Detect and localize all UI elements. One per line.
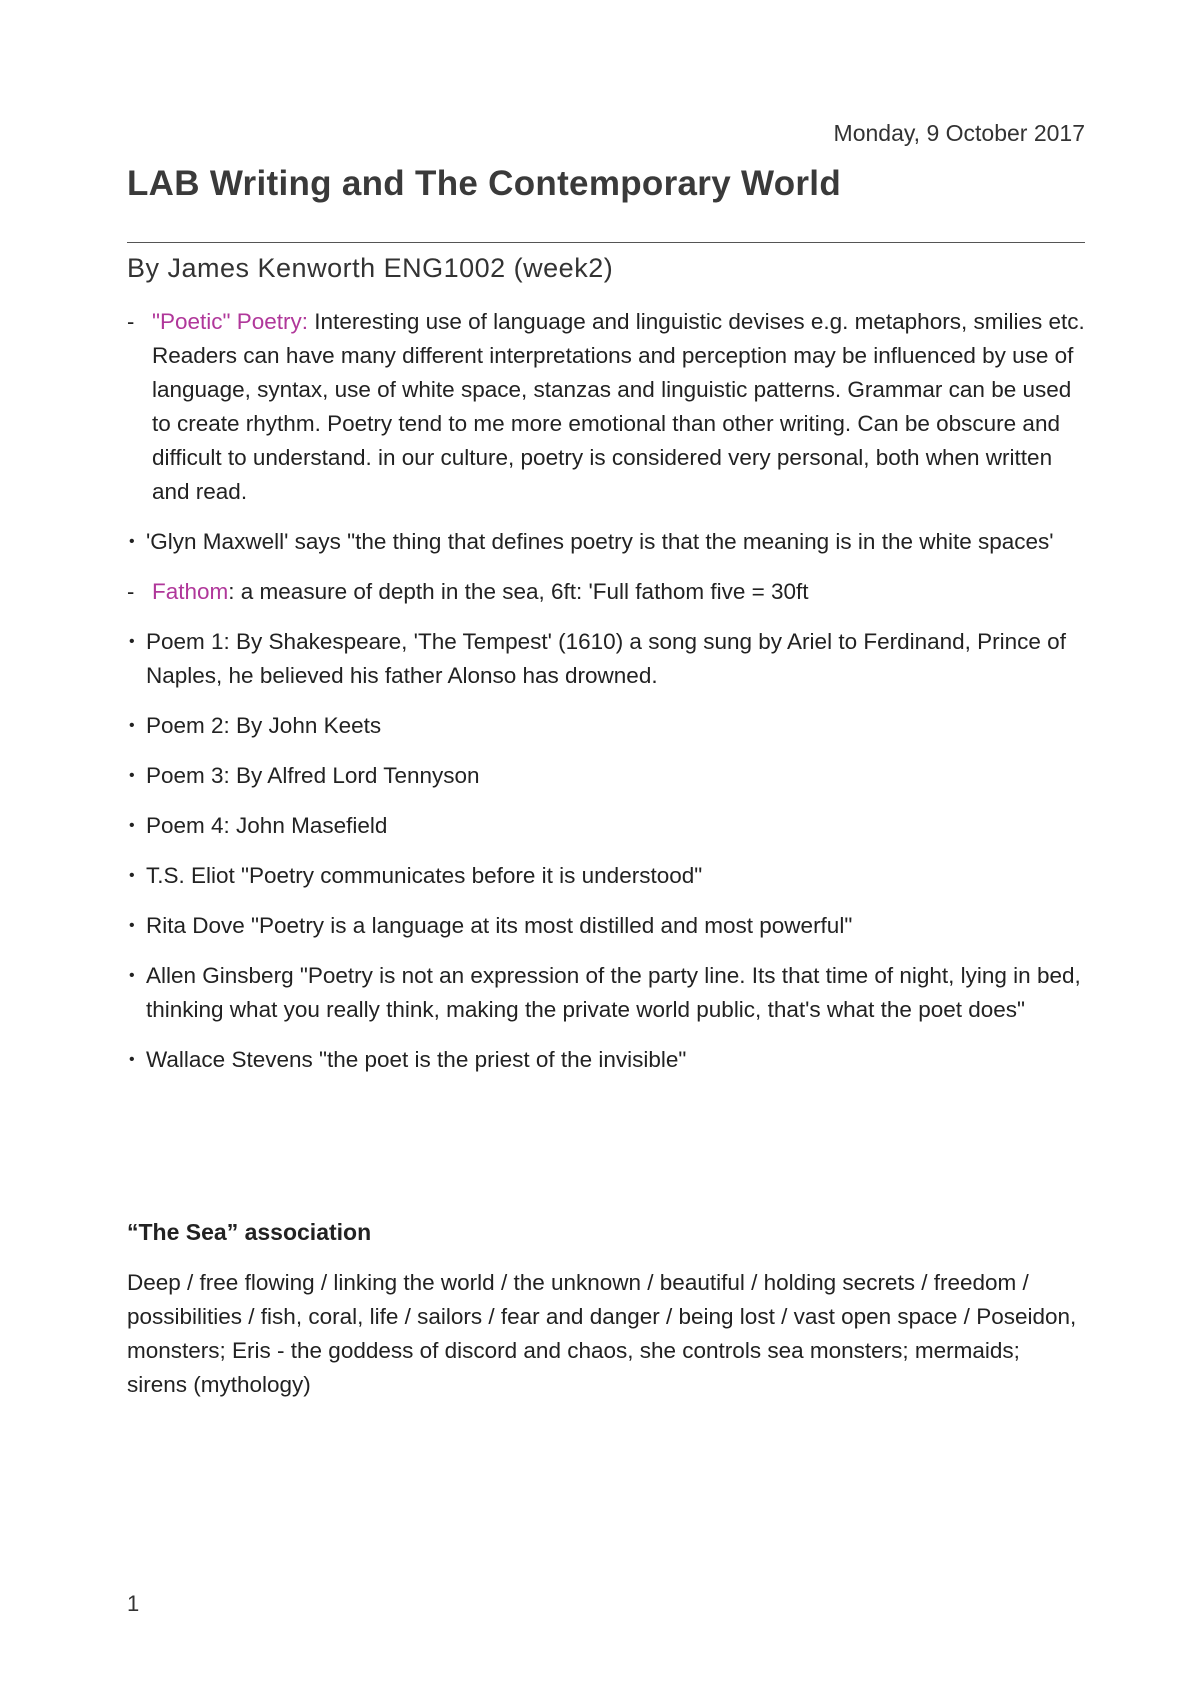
- list-item: [127, 709, 1085, 743]
- bullet-marker: •: [129, 917, 135, 934]
- list-item: [127, 525, 1085, 559]
- dash-marker: -: [127, 309, 135, 334]
- bullet-marker: •: [129, 767, 135, 784]
- term-label: "Poetic" Poetry:: [152, 309, 315, 334]
- document-subtitle: By James Kenworth ENG1002 (week2): [127, 253, 614, 283]
- list-item-text: Poem 1: By Shakespeare, 'The Tempest' (1610) a song sung by Ariel to Ferdinand, Prince of Naples, he believed his father Alonso has drowned.: [146, 629, 1066, 688]
- list-item: [127, 909, 1085, 943]
- list-item-text: Poem 2: By John Keets: [146, 713, 382, 738]
- section-paragraph: Deep / free flowing / linking the world / the unknown / beautiful / holding secrets / freedom / possibilities / fish, coral, life / sailors / fear and danger / being lost / vast open space / Poseidon, monsters; Eris - the goddess of discord and chaos, she controls sea monsters; mermaids; sirens (mythology): [127, 1270, 1077, 1397]
- bullet-marker: •: [129, 867, 135, 884]
- notes-list: [127, 305, 1085, 1093]
- list-item-text: Rita Dove "Poetry is a language at its most distilled and most powerful": [146, 913, 853, 938]
- dash-marker: -: [127, 579, 135, 604]
- list-item-text: Poem 4: John Masefield: [146, 813, 388, 838]
- list-item-text: Allen Ginsberg "Poetry is not an expression of the party line. Its that time of night, lying in bed, thinking what you really think, making the private world public, that's what the poet does": [146, 963, 1081, 1022]
- bullet-marker: •: [129, 717, 135, 734]
- bullet-marker: •: [129, 1051, 135, 1068]
- section-heading: “The Sea” association: [127, 1219, 372, 1245]
- term-label: Fathom: [152, 579, 229, 604]
- list-item: [127, 959, 1085, 1027]
- list-item-text: Interesting use of language and linguistic devises e.g. metaphors, smilies etc. Readers can have many different interpretations and perception may be influenced by use of language, syntax, use of white space, stanzas and linguistic patterns. Grammar can be used to create rhythm. Poetry tend to me more emotional than other writing. Can be obscure and difficult to understand. in our culture, poetry is considered very personal, both when written and read.: [152, 309, 1085, 504]
- list-item-text: 'Glyn Maxwell' says "the thing that defines poetry is that the meaning is in the white spaces': [146, 529, 1054, 554]
- page-number: 1: [127, 1591, 140, 1616]
- bullet-marker: •: [129, 967, 135, 984]
- bullet-marker: •: [129, 633, 135, 650]
- list-item: [127, 759, 1085, 793]
- list-item-text: : a measure of depth in the sea, 6ft: 'Full fathom five = 30ft: [228, 579, 809, 604]
- bullet-marker: •: [129, 533, 135, 550]
- list-item: [127, 305, 1085, 509]
- list-item: [127, 575, 1085, 609]
- list-item: [127, 809, 1085, 843]
- list-item-text: Wallace Stevens "the poet is the priest of the invisible": [146, 1047, 687, 1072]
- list-item-text: Poem 3: By Alfred Lord Tennyson: [146, 763, 480, 788]
- list-item: [127, 859, 1085, 893]
- document-date: Monday, 9 October 2017: [833, 120, 1085, 146]
- list-item-text: T.S. Eliot "Poetry communicates before it is understood": [146, 863, 703, 888]
- bullet-marker: •: [129, 817, 135, 834]
- title-divider: [127, 242, 1085, 243]
- document-title: LAB Writing and The Contemporary World: [127, 164, 841, 203]
- list-item: [127, 625, 1085, 693]
- list-item: [127, 1043, 1085, 1077]
